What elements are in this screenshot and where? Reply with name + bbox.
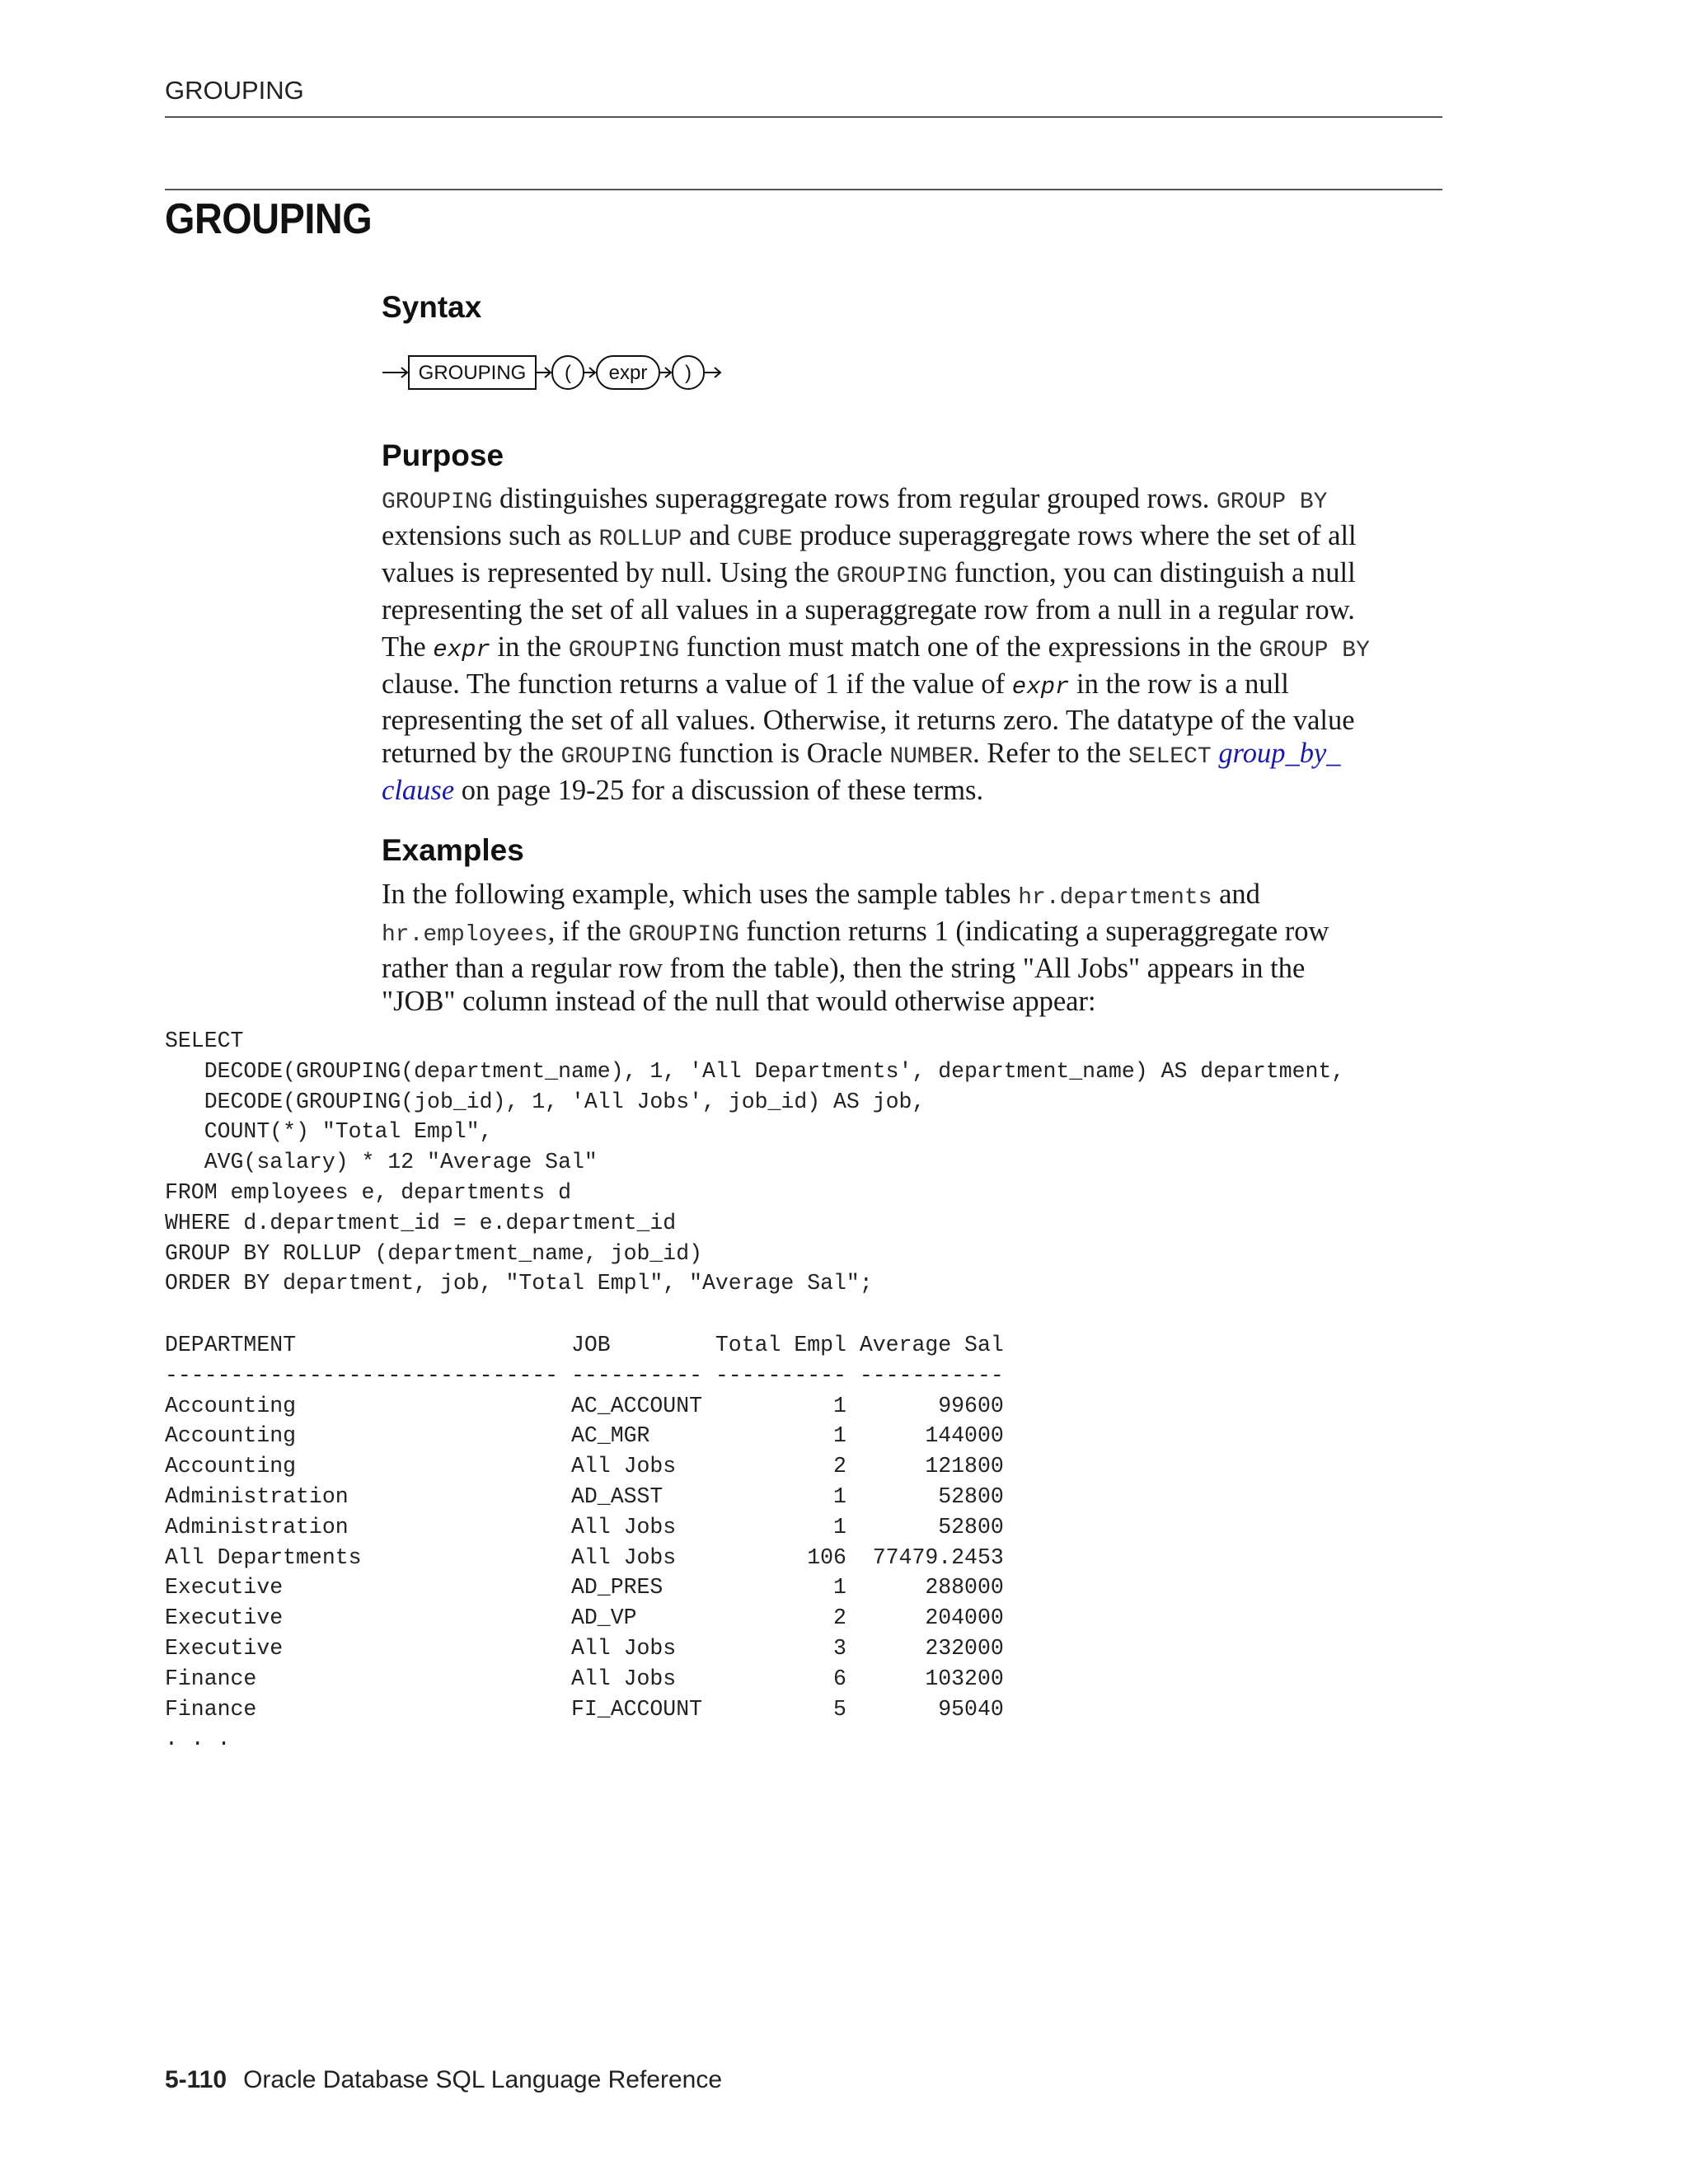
section-title: GROUPING bbox=[165, 195, 373, 243]
result-row: Executive AD_PRES 1 288000 bbox=[165, 1575, 1004, 1601]
code-term: GROUP BY bbox=[1217, 490, 1328, 515]
result-row: Executive All Jobs 3 232000 bbox=[165, 1635, 1004, 1661]
text-line bbox=[382, 593, 1453, 626]
code-line: GROUP BY ROLLUP (department_name, job_id) bbox=[165, 1240, 703, 1266]
examples-paragraph bbox=[382, 878, 1453, 1018]
diagram-open-paren: ( bbox=[565, 362, 571, 384]
running-header: GROUPING bbox=[165, 76, 304, 105]
text-line bbox=[382, 519, 1453, 556]
code-line: ORDER BY department, job, "Total Empl", "Average Sal"; bbox=[165, 1271, 873, 1296]
italic-term: expr bbox=[1011, 673, 1070, 701]
code-term: hr.departments bbox=[1018, 885, 1212, 911]
result-row: Finance FI_ACCOUNT 5 95040 bbox=[165, 1696, 1004, 1722]
query-result-output bbox=[165, 1330, 1004, 1755]
text-run: produce superaggregate rows where the set of all bbox=[792, 520, 1357, 551]
result-header: DEPARTMENT JOB Total Empl Average Sal bbox=[165, 1333, 1004, 1357]
syntax-heading: Syntax bbox=[382, 290, 482, 324]
page-number: 5-110 bbox=[165, 2066, 227, 2093]
diagram-keyword: GROUPING bbox=[418, 362, 527, 384]
result-row: Accounting All Jobs 2 121800 bbox=[165, 1454, 1004, 1479]
text-line bbox=[382, 668, 1453, 704]
result-row: All Departments All Jobs 106 77479.2453 bbox=[165, 1544, 1004, 1570]
text-line bbox=[382, 985, 1453, 1018]
syntax-diagram bbox=[379, 349, 725, 396]
result-row: Administration AD_ASST 1 52800 bbox=[165, 1483, 1004, 1509]
code-term: GROUPING bbox=[568, 638, 680, 663]
page-footer bbox=[165, 2066, 722, 2094]
text-run: values is represented by null. Using the bbox=[382, 557, 837, 588]
book-title: Oracle Database SQL Language Reference bbox=[243, 2066, 723, 2093]
text-run: on page 19-25 for a discussion of these terms. bbox=[454, 775, 984, 806]
result-separator: ------------------------------ ---------- ---------- ----------- bbox=[165, 1362, 1004, 1388]
code-term: CUBE bbox=[737, 527, 793, 552]
text-run: in the row is a null bbox=[1069, 668, 1289, 700]
result-row: Accounting AC_MGR 1 144000 bbox=[165, 1423, 1004, 1449]
text-run: in the bbox=[490, 631, 569, 663]
text-run: returned by the bbox=[382, 738, 561, 769]
code-line: FROM employees e, departments d bbox=[165, 1179, 571, 1205]
code-term: SELECT bbox=[1128, 744, 1212, 770]
text-run: function returns 1 (indicating a superaggregate row bbox=[738, 916, 1329, 947]
text-run: , if the bbox=[547, 916, 629, 947]
group-by-clause-link[interactable]: clause bbox=[382, 775, 455, 806]
code-term: GROUP BY bbox=[1259, 638, 1370, 663]
code-term: GROUPING bbox=[836, 564, 948, 589]
result-row: Accounting AC_ACCOUNT 1 99600 bbox=[165, 1393, 1004, 1418]
code-line: DECODE(GROUPING(job_id), 1, 'All Jobs', job_id) AS job, bbox=[165, 1089, 926, 1114]
code-term: GROUPING bbox=[382, 490, 493, 515]
code-term: GROUPING bbox=[560, 744, 672, 770]
text-run: The bbox=[382, 631, 434, 663]
diagram-close-paren: ) bbox=[685, 362, 692, 384]
text-run: representing the set of all values. Otherwise, it returns zero. The datatype of the value bbox=[382, 705, 1355, 736]
text-run: rather than a regular row from the table), then the string "All Jobs" appears in the bbox=[382, 953, 1306, 984]
text-line bbox=[382, 704, 1453, 737]
diagram-arg: expr bbox=[608, 362, 648, 384]
text-run: extensions such as bbox=[382, 520, 599, 551]
code-line: SELECT bbox=[165, 1029, 244, 1053]
result-row: Administration All Jobs 1 52800 bbox=[165, 1514, 1004, 1540]
result-row: Finance All Jobs 6 103200 bbox=[165, 1666, 1004, 1691]
text-line bbox=[382, 952, 1453, 985]
text-line bbox=[382, 878, 1453, 915]
code-term: hr.employees bbox=[382, 922, 548, 948]
examples-heading: Examples bbox=[382, 833, 524, 867]
text-run: representing the set of all values in a superaggregate row from a null in a regular row. bbox=[382, 594, 1355, 626]
code-line: DECODE(GROUPING(department_name), 1, 'All Departments', department_name) AS department, bbox=[165, 1058, 1345, 1084]
result-row: Executive AD_VP 2 204000 bbox=[165, 1605, 1004, 1631]
result-ellipsis: . . . bbox=[165, 1727, 231, 1752]
header-rule bbox=[165, 116, 1442, 118]
code-line: COUNT(*) "Total Empl", bbox=[165, 1119, 493, 1145]
sql-example-code bbox=[165, 1026, 1344, 1299]
text-run: function must match one of the expressions in the bbox=[679, 631, 1259, 663]
text-line bbox=[382, 774, 1453, 807]
purpose-paragraph-2 bbox=[382, 630, 1453, 807]
code-line: AVG(salary) * 12 "Average Sal" bbox=[165, 1150, 598, 1175]
purpose-paragraph-1 bbox=[382, 482, 1453, 626]
text-run: clause. The function returns a value of 1 if the value of bbox=[382, 668, 1012, 700]
text-line bbox=[382, 737, 1453, 774]
text-run: "JOB" column instead of the null that would otherwise appear: bbox=[382, 986, 1096, 1017]
text-run: and bbox=[682, 520, 738, 551]
text-line bbox=[382, 630, 1453, 668]
code-term: NUMBER bbox=[889, 744, 973, 770]
code-term: ROLLUP bbox=[598, 527, 682, 552]
code-line: WHERE d.department_id = e.department_id bbox=[165, 1210, 677, 1235]
text-run: and bbox=[1212, 879, 1260, 910]
italic-term: expr bbox=[433, 636, 490, 663]
purpose-heading: Purpose bbox=[382, 438, 504, 472]
text-run: distinguishes superaggregate rows from regular grouped rows. bbox=[492, 483, 1217, 514]
code-term: GROUPING bbox=[628, 922, 739, 948]
group-by-clause-link[interactable]: group_by_ bbox=[1218, 738, 1341, 769]
text-run: function is Oracle bbox=[671, 738, 890, 769]
text-line bbox=[382, 482, 1453, 519]
text-run: In the following example, which uses the sample tables bbox=[382, 879, 1019, 910]
title-rule bbox=[165, 189, 1442, 190]
text-run: . Refer to the bbox=[973, 738, 1128, 769]
text-line bbox=[382, 556, 1453, 593]
text-run: function, you can distinguish a null bbox=[947, 557, 1356, 588]
text-line bbox=[382, 915, 1453, 952]
